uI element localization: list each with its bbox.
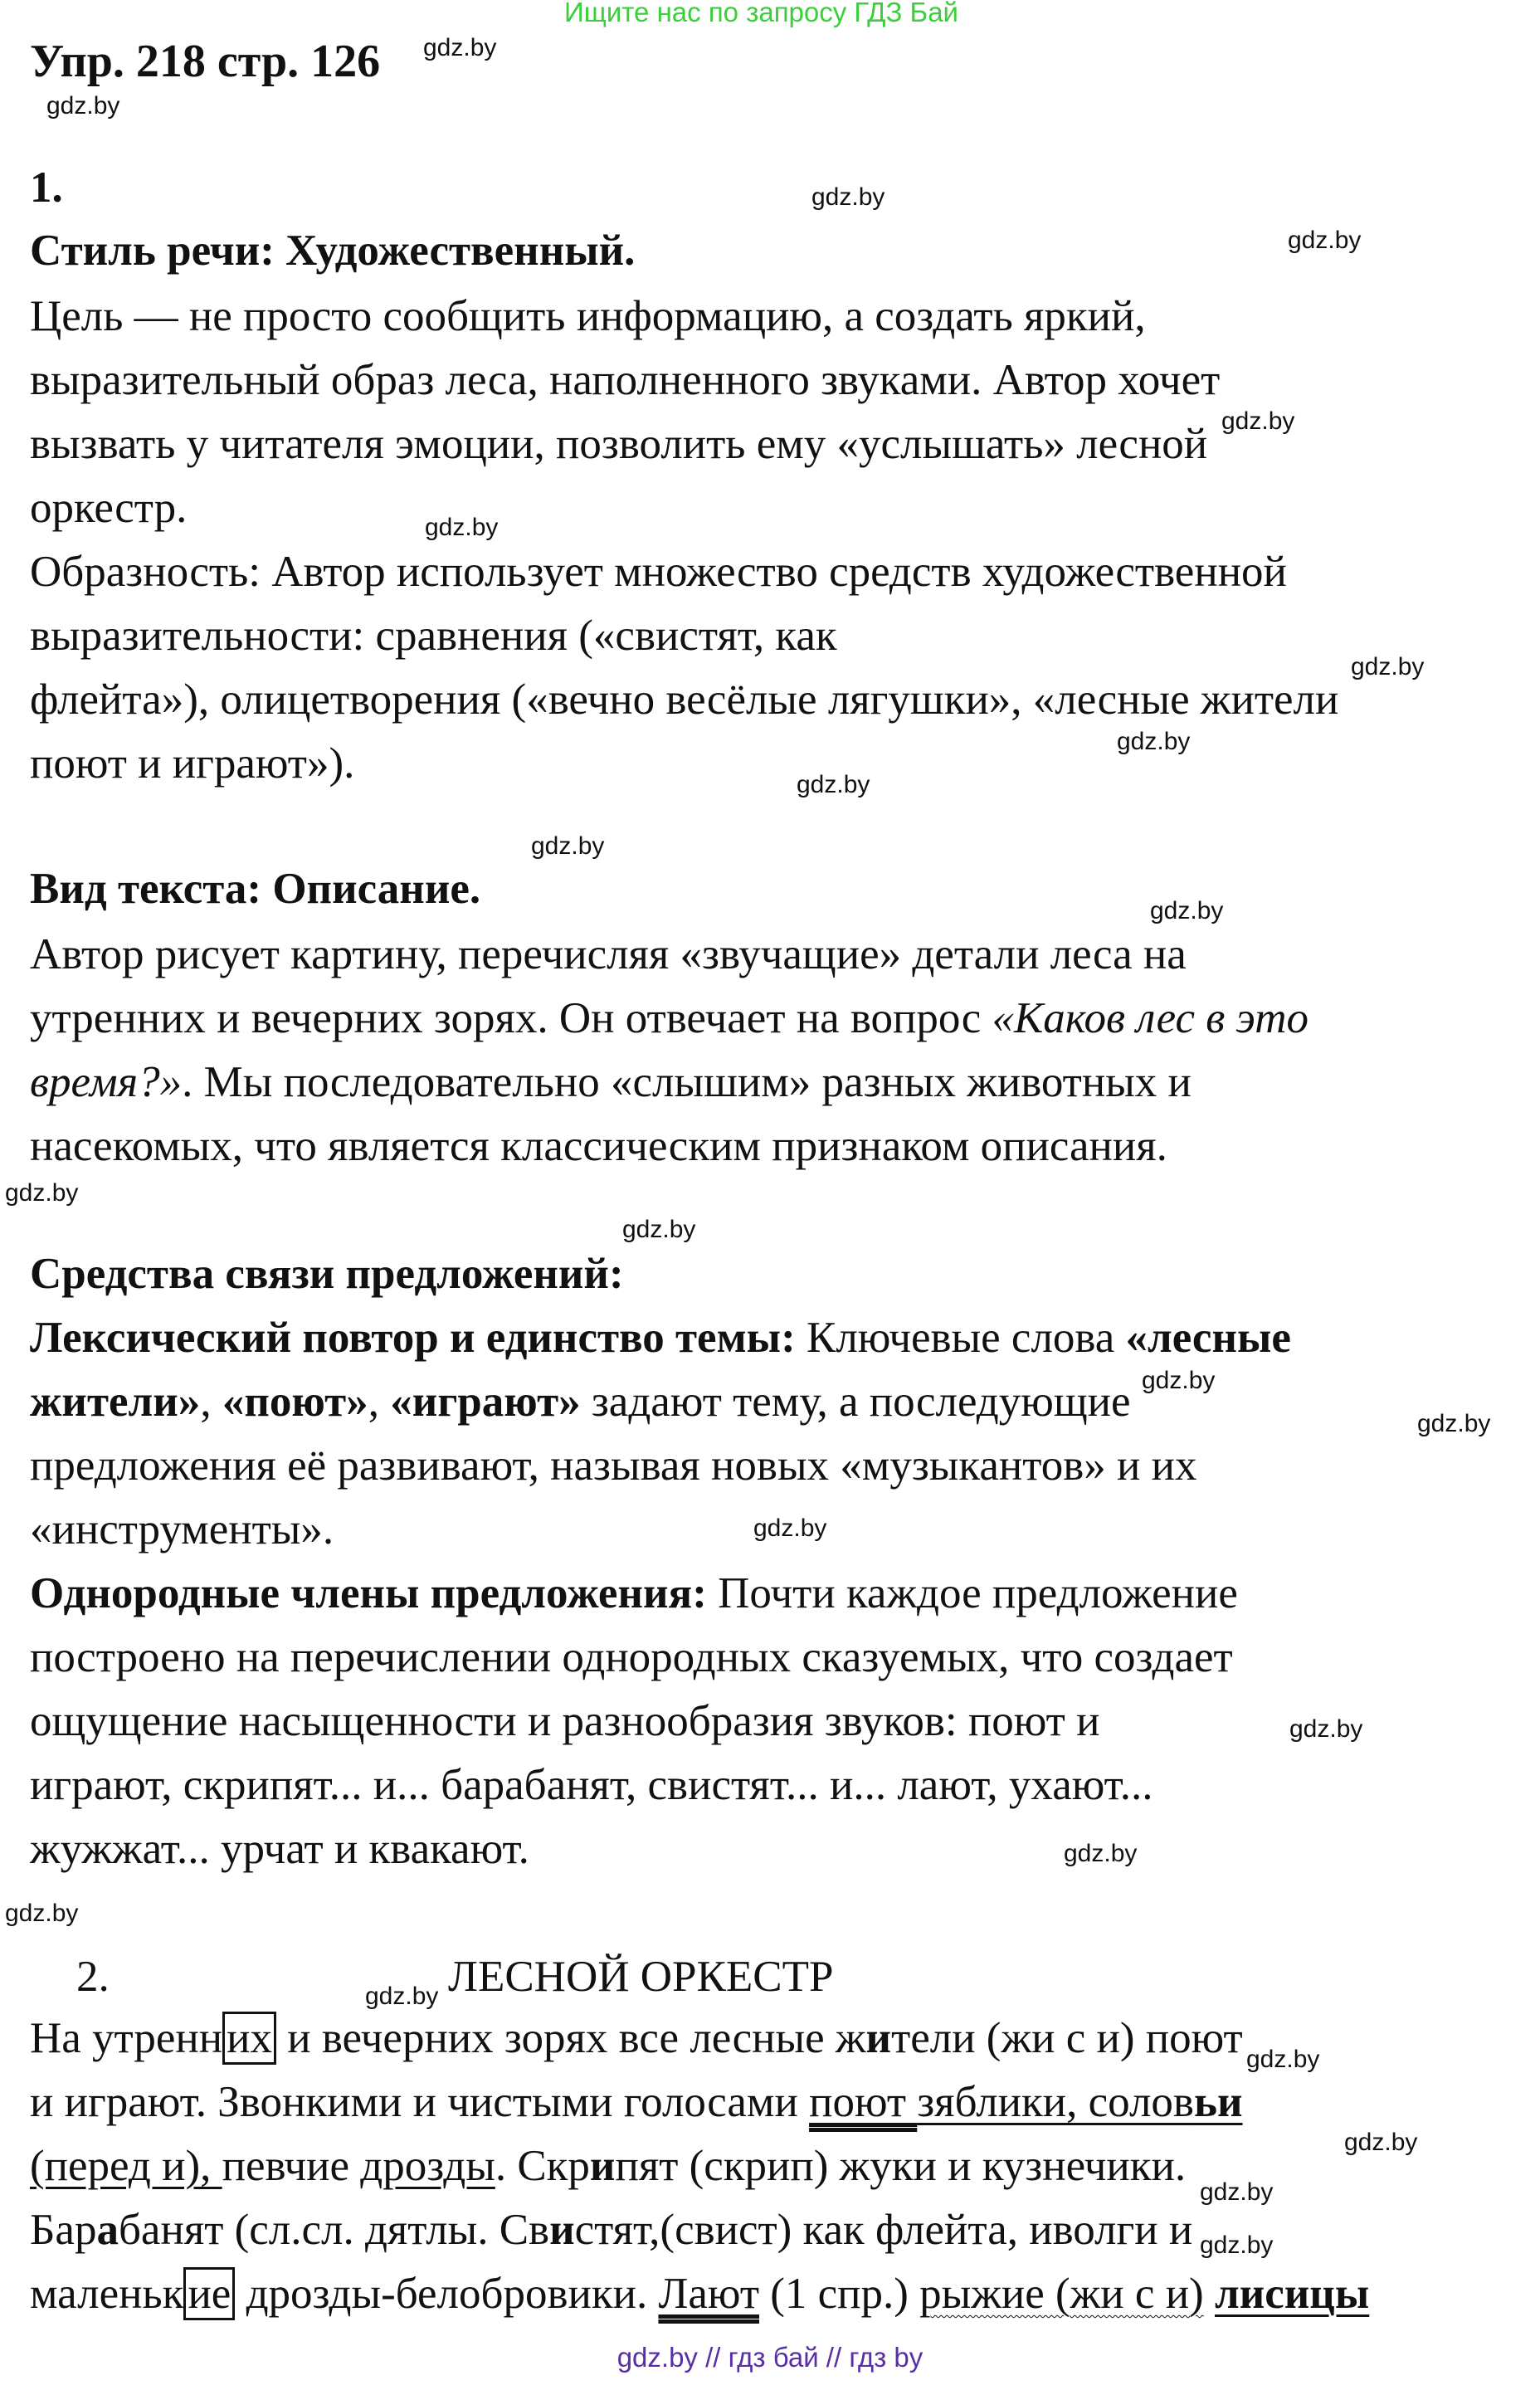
watermark: gdz.by — [811, 183, 885, 211]
text-segment: , — [368, 1378, 391, 1426]
section-2-number: 2. — [76, 1953, 110, 2001]
text-segment: пят (скрип) жуки и кузнечики. — [615, 2142, 1187, 2190]
text-segment: жители» — [30, 1378, 201, 1426]
text-line — [30, 2143, 1186, 2189]
text-segment: «поют» — [222, 1378, 368, 1426]
text-segment: и — [549, 2206, 575, 2254]
text-segment: банят (сл.сл. дятлы. Св — [118, 2206, 550, 2254]
text-segment: Стиль речи: Художественный. — [30, 227, 636, 275]
text-segment: вызвать у читателя эмоции, позволить ему «услышать» лесной — [30, 420, 1208, 468]
text-segment: жужжат... урчат и квакают. — [30, 1825, 529, 1873]
watermark: gdz.by — [1288, 227, 1362, 254]
text-segment: (1 спр.) — [758, 2270, 920, 2318]
text-segment: Вид текста: Описание. — [30, 865, 481, 913]
text-line — [30, 357, 1220, 403]
watermark: gdz.by — [622, 1216, 696, 1243]
watermark: gdz.by — [531, 832, 605, 860]
text-segment: «играют» — [390, 1378, 581, 1426]
text-segment: стят,(свист) как флейта, иволги и — [574, 2206, 1193, 2254]
watermark: gdz.by — [46, 92, 120, 120]
text-line — [30, 2079, 1243, 2125]
text-segment: Средства связи предложений: — [30, 1250, 624, 1298]
text-segment: маленьк — [30, 2270, 184, 2318]
text-line — [30, 421, 1207, 467]
text-segment: Почти каждое предложение — [706, 1569, 1238, 1617]
text-segment: построено на перечислении однородных сказуемых, что создает — [30, 1633, 1233, 1681]
text-line — [30, 2207, 1192, 2253]
text-segment: задают тему, а последующие — [580, 1378, 1131, 1426]
text-segment: поют и играют»). — [30, 739, 355, 788]
text-line — [30, 866, 480, 912]
text-segment: выразительный образ леса, наполненного звуками. Автор хочет — [30, 356, 1221, 404]
text-line — [30, 1570, 1238, 1617]
text-segment: Бар — [30, 2206, 97, 2254]
watermark: gdz.by — [1142, 1367, 1216, 1394]
text-segment: предложения её развивают, называя новых «музыкантов» и их — [30, 1441, 1197, 1490]
watermark: gdz.by — [423, 34, 497, 61]
text-segment: зяблики, солов — [917, 2078, 1194, 2126]
watermark: gdz.by — [797, 771, 870, 798]
text-line — [30, 1378, 1131, 1425]
text-line — [30, 2270, 1369, 2317]
text-line — [30, 293, 1146, 339]
text-segment: дрозды-белобровики. — [235, 2270, 659, 2318]
text-segment: «инструменты». — [30, 1505, 334, 1554]
text-segment: и — [865, 2014, 892, 2062]
watermark: gdz.by — [425, 514, 499, 541]
text-segment — [1204, 2270, 1215, 2318]
text-segment: и вечерних зорях все лесные ж — [275, 2014, 866, 2062]
text-segment: , — [200, 1378, 222, 1426]
text-segment: (перед и), — [30, 2142, 222, 2190]
section-2-heading: ЛЕСНОЙ ОРКЕСТР — [448, 1953, 834, 2001]
text-line — [30, 549, 1287, 595]
text-segment: Ключевые слова — [795, 1314, 1126, 1362]
watermark: gdz.by — [1150, 897, 1224, 924]
text-segment: утренних и вечерних зорях. Он отвечает на вопрос — [30, 994, 992, 1042]
watermark: gdz.by — [1200, 2231, 1274, 2259]
watermark: gdz.by — [753, 1514, 827, 1542]
text-line — [30, 1698, 1099, 1744]
text-segment: тели (жи с и) поют — [891, 2014, 1243, 2062]
text-line — [30, 1762, 1153, 1808]
text-segment: а — [96, 2206, 119, 2254]
watermark: gdz.by — [1351, 653, 1425, 680]
text-segment: рыжие (жи с и) — [919, 2270, 1204, 2318]
text-line — [30, 1826, 529, 1872]
text-line — [30, 1314, 1291, 1361]
text-line — [30, 2015, 1243, 2061]
text-segment: ощущение насыщенности и разнообразия звуков: поют и — [30, 1697, 1100, 1745]
text-segment: и — [589, 2142, 616, 2190]
watermark: gdz.by — [1344, 2129, 1418, 2156]
text-segment: и играют. Звонкими и чистыми голосами — [30, 2078, 810, 2126]
watermark: gdz.by — [1117, 728, 1191, 755]
page-title: Упр. 218 стр. 126 — [30, 36, 381, 87]
text-line — [30, 1442, 1196, 1489]
text-segment: Образность: Автор использует множество средств художественной — [30, 548, 1287, 596]
text-segment: играют, скрипят... и... барабанят, свистят... и... лают, ухают... — [30, 1761, 1153, 1809]
footer-links[interactable]: gdz.by // гдз бай // гдз by — [616, 2342, 924, 2373]
text-segment: поют — [809, 2078, 918, 2126]
word-ending-box: ие — [183, 2267, 235, 2320]
text-line — [30, 227, 635, 274]
text-segment: лисицы — [1214, 2270, 1370, 2318]
text-line — [30, 1634, 1233, 1680]
watermark: gdz.by — [1289, 1715, 1363, 1743]
text-segment: «лесные — [1125, 1314, 1291, 1362]
text-segment: Автор рисует картину, перечисляя «звучащие» детали леса на — [30, 930, 1187, 978]
text-line — [30, 1123, 1167, 1169]
text-line — [30, 1059, 1192, 1105]
watermark: gdz.by — [1221, 407, 1295, 435]
top-banner[interactable]: Ищите нас по запросу ГДЗ Бай — [564, 0, 958, 27]
word-ending-box: их — [222, 2012, 276, 2065]
text-segment: насекомых, что является классическим признаком описания. — [30, 1122, 1167, 1170]
watermark: gdz.by — [1064, 1840, 1138, 1867]
section-1-number: 1. — [30, 163, 63, 212]
text-segment: ьи — [1193, 2078, 1243, 2126]
text-segment: На утренн — [30, 2014, 223, 2062]
watermark: gdz.by — [1200, 2178, 1274, 2206]
text-segment: Однородные члены предложения: — [30, 1569, 707, 1617]
watermark: gdz.by — [365, 1983, 439, 2010]
text-segment: певчие — [222, 2142, 361, 2190]
text-line — [30, 612, 837, 659]
text-segment: оркестр. — [30, 484, 188, 532]
watermark: gdz.by — [1246, 2046, 1320, 2073]
text-segment: «Каков лес в это — [992, 994, 1309, 1042]
watermark: gdz.by — [1417, 1410, 1491, 1437]
text-segment: . Скр — [495, 2142, 590, 2190]
text-segment: выразительности: сравнения («свистят, как — [30, 612, 837, 660]
text-line — [30, 995, 1309, 1041]
text-segment: время?» — [30, 1058, 183, 1106]
text-segment: . Мы последовательно «слышим» разных животных и — [182, 1058, 1192, 1106]
watermark: gdz.by — [5, 1900, 79, 1927]
watermark: gdz.by — [5, 1179, 79, 1207]
text-segment: Цель — не просто сообщить информацию, а создать яркий, — [30, 292, 1146, 340]
text-segment: дрозды — [360, 2142, 495, 2190]
text-line — [30, 485, 187, 531]
text-segment: флейта»), олицетворения («вечно весёлые лягушки», «лесные жители — [30, 676, 1339, 724]
text-line — [30, 740, 354, 787]
text-line — [30, 1506, 334, 1553]
text-line — [30, 1251, 624, 1297]
text-line — [30, 676, 1338, 723]
text-segment: Лексический повтор и единство темы: — [30, 1314, 796, 1362]
text-line — [30, 931, 1187, 978]
text-segment: Лают — [658, 2270, 759, 2318]
